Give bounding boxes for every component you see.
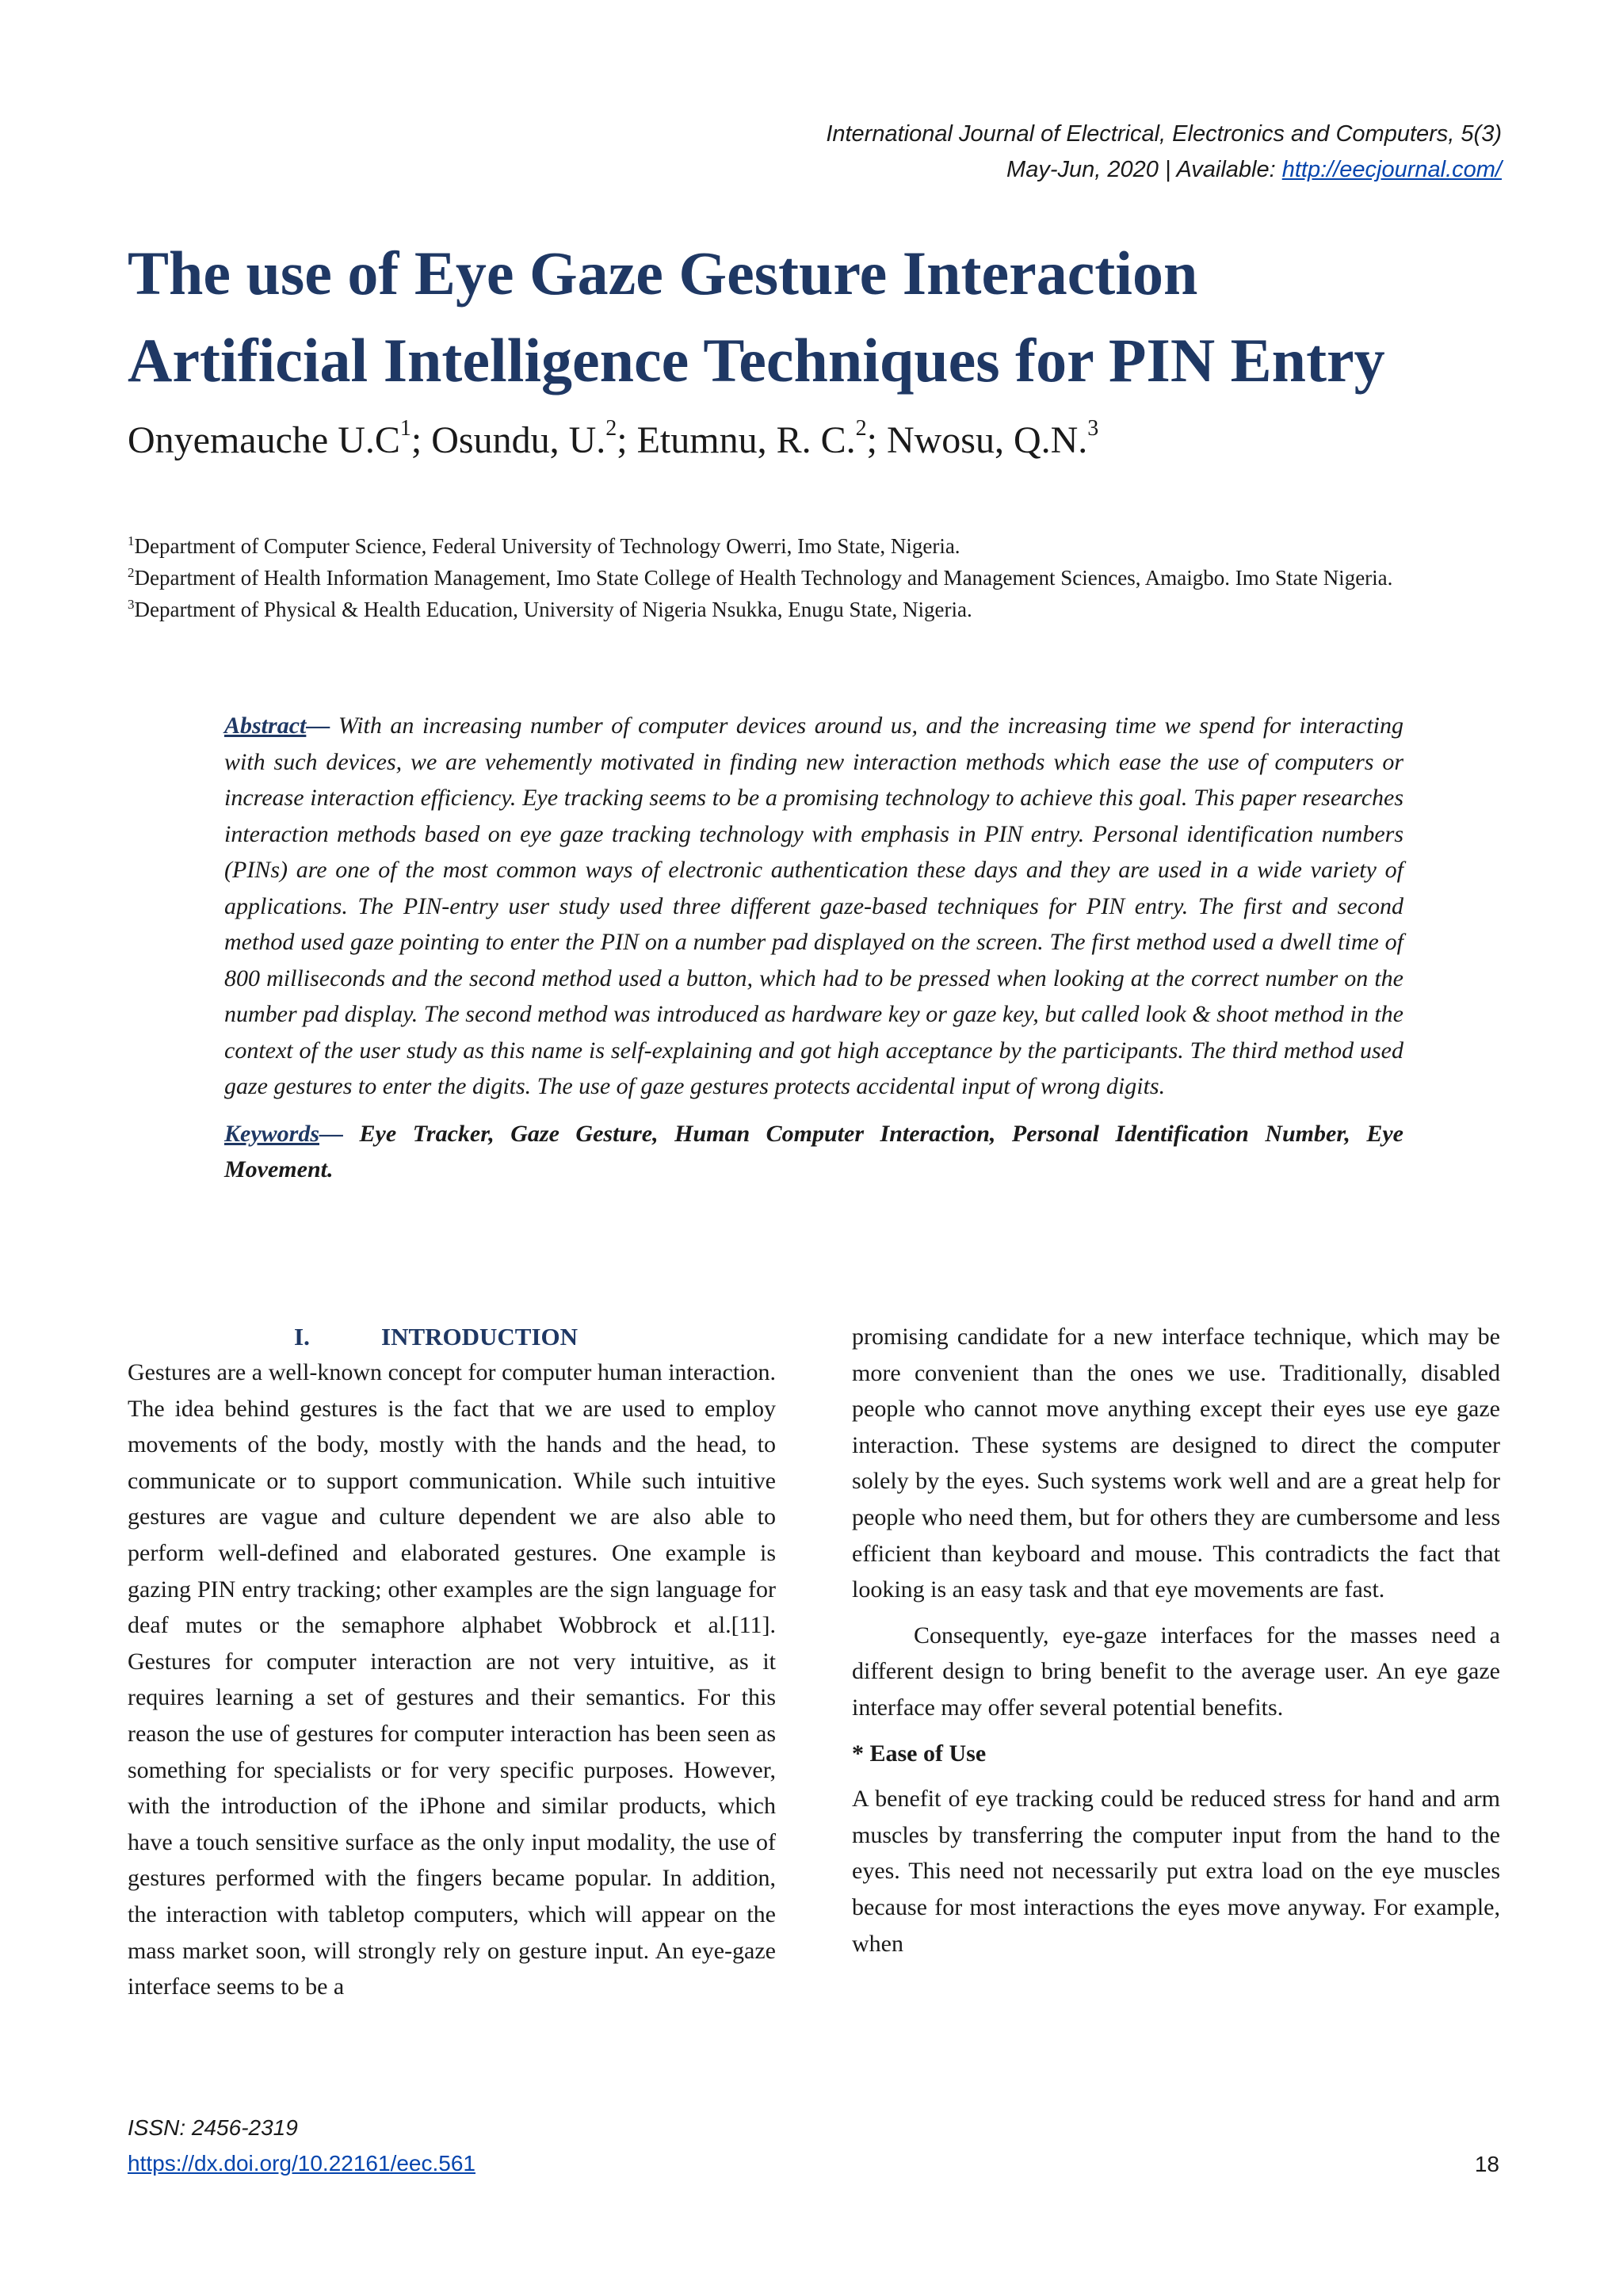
author-2-affil: 2 bbox=[605, 416, 617, 441]
author-list bbox=[128, 412, 1098, 469]
subsection-heading-ease-of-use: * Ease of Use bbox=[852, 1740, 987, 1767]
abstract-block bbox=[224, 708, 1403, 1188]
author-1: Onyemauche U.C bbox=[128, 419, 400, 461]
affiliation-1-text: Department of Computer Science, Federal University of Technology Owerri, Imo State, Nigeria. bbox=[134, 534, 960, 558]
author-4-affil: 3 bbox=[1087, 416, 1099, 441]
section-title: INTRODUCTION bbox=[381, 1323, 579, 1350]
right-column bbox=[852, 1319, 1500, 1962]
section-heading bbox=[128, 1319, 776, 1354]
journal-date: May-Jun, 2020 | Available: bbox=[1006, 157, 1282, 182]
author-4: ; Nwosu, Q.N. bbox=[866, 419, 1088, 461]
page-number: 18 bbox=[1474, 2152, 1499, 2176]
page-footer bbox=[128, 2110, 475, 2181]
author-1-affil: 1 bbox=[399, 416, 411, 441]
affiliation-2 bbox=[128, 562, 1499, 594]
journal-header bbox=[826, 117, 1502, 188]
intro-paragraph-2: promising candidate for a new interface technique, which may be more convenient than the ones we use. Traditionally, disabled people who cannot move anything except their eyes use eye gaze interaction. These systems are designed to direct the computer solely by the eyes. Such systems work well and are a great help for people who need them, but for others they are cumbersome and less efficient than keyboard and mouse. This contradicts the fact that looking is an easy task and that eye movements are fast. bbox=[852, 1324, 1500, 1603]
keywords-text: Eye Tracker, Gaze Gesture, Human Computer Interaction, Personal Identification Number, Eye Movement. bbox=[224, 1120, 1404, 1182]
affiliation-1 bbox=[128, 530, 1499, 562]
affiliation-2-text: Department of Health Information Management, Imo State College of Health Technology and Management Sciences, Amaigbo. Imo State Nigeria. bbox=[134, 566, 1393, 590]
footer-doi-link[interactable]: https://dx.doi.org/10.22161/eec.561 bbox=[128, 2151, 475, 2176]
keywords-dash: — bbox=[319, 1120, 360, 1147]
journal-url-link[interactable]: http://eecjournal.com/ bbox=[1281, 157, 1502, 182]
affiliation-2-marker: 2 bbox=[128, 565, 135, 580]
intro-paragraph-3: Consequently, eye-gaze interfaces for the masses need a different design to bring benefit to the average user. An eye gaze interface may offer several potential benefits. bbox=[852, 1622, 1500, 1721]
left-column bbox=[128, 1319, 776, 2005]
keywords-label: Keywords bbox=[224, 1120, 319, 1147]
abstract-label: Abstract bbox=[224, 712, 307, 739]
abstract-text: With an increasing number of computer devices around us, and the increasing time we spend for interacting with such devices, we are vehemently motivated in finding new interaction methods which ease the use of computers or increase interaction efficiency. Eye tracking seems to be a promising technology to achieve this goal. This paper researches interaction methods based on eye gaze tracking technology with emphasis in PIN entry. Personal identification numbers (PINs) are one of the most common ways of electronic authentication these days and they are used in a wide variety of applications. The PIN-entry user study used three different gaze-based techniques for PIN entry. The first and second method used gaze pointing to enter the PIN on a number pad displayed on the screen. The first method used a dwell time of 800 milliseconds and the second method used a button, which had to be pressed when looking at the correct number on the number pad display. The second method was introduced as hardware key or gaze key, but called look & shoot method in the context of the user study as this name is self-explaining and got high acceptance by the participants. The third method used gaze gestures to enter the digits. The use of gaze gestures protects accidental input of wrong digits. bbox=[224, 712, 1404, 1099]
affiliations bbox=[128, 530, 1499, 625]
paper-title bbox=[128, 230, 1522, 404]
keywords bbox=[224, 1116, 1403, 1188]
affiliation-1-marker: 1 bbox=[128, 533, 135, 548]
intro-paragraph-1: Gestures are a well-known concept for computer human interaction. The idea behind gestures is the fact that we are used to employ movements of the body, mostly with the hands and the head, to communicate or to support communication. While such intuitive gestures are vague and culture dependent we are also able to perform well-defined and elaborated gestures. One example is gazing PIN entry tracking; other examples are the sign language for deaf mutes or the semaphore alphabet Wobbrock et al.[11]. Gestures for computer interaction are not very intuitive, as it requires learning a set of gestures and their semantics. For this reason the use of gestures for computer interaction has been seen as something for specialists or for very specific purposes. However, with the introduction of the iPhone and similar products, which have a touch sensitive surface as the only input modality, the use of gestures performed with the fingers became popular. In addition, the interaction with tabletop computers, which will appear on the mass market soon, will strongly rely on gesture input. An eye-gaze interface seems to be a bbox=[128, 1359, 776, 2000]
author-3: ; Etumnu, R. C. bbox=[617, 419, 856, 461]
footer-issn: ISSN: 2456-2319 bbox=[128, 2115, 298, 2140]
author-3-affil: 2 bbox=[855, 416, 867, 441]
title-line-2: Artificial Intelligence Techniques for PIN Entry bbox=[128, 326, 1385, 395]
section-number: I. bbox=[294, 1323, 310, 1350]
abstract-dash: — bbox=[306, 712, 338, 739]
intro-paragraph-4: A benefit of eye tracking could be reduced stress for hand and arm muscles by transferring the computer input from the hand to the eyes. This need not necessarily put extra load on the eye muscles because for most interactions the eyes move anyway. For example, when bbox=[852, 1786, 1500, 1957]
affiliation-3 bbox=[128, 594, 1499, 625]
abstract bbox=[224, 708, 1403, 1105]
journal-date-line bbox=[826, 152, 1502, 188]
title-line-1: The use of Eye Gaze Gesture Interaction bbox=[128, 239, 1198, 308]
journal-citation: International Journal of Electrical, Electronics and Computers, 5(3) bbox=[826, 121, 1502, 147]
affiliation-3-marker: 3 bbox=[128, 597, 135, 612]
affiliation-3-text: Department of Physical & Health Education, University of Nigeria Nsukka, Enugu State, Nigeria. bbox=[134, 598, 972, 621]
author-2: ; Osundu, U. bbox=[411, 419, 606, 461]
